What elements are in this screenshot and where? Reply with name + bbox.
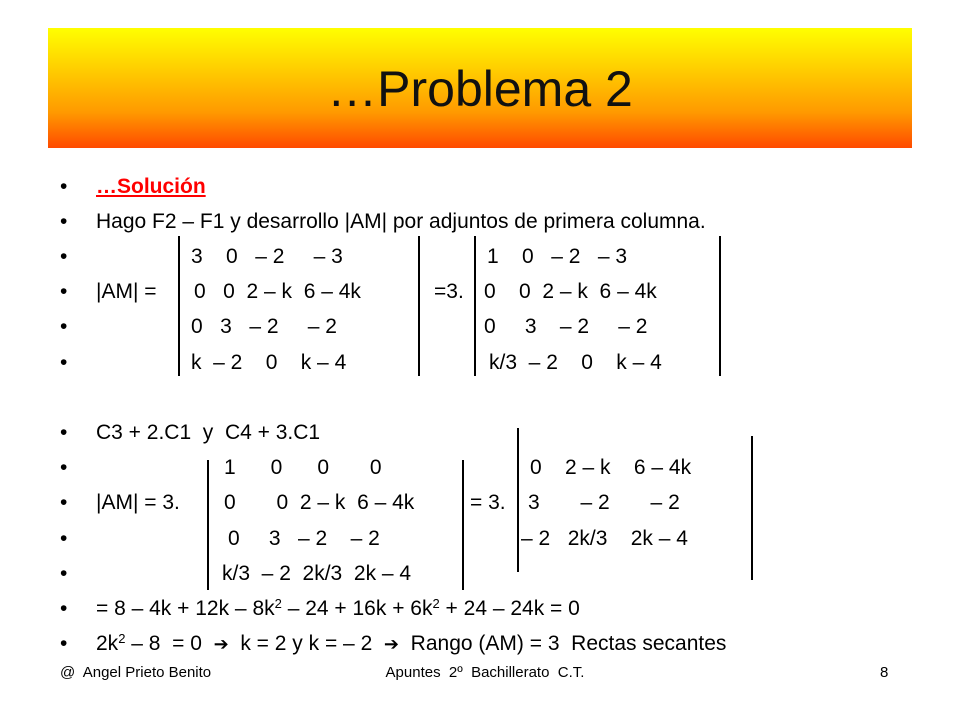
matrix3-row3: 0 3 – 2 – 2 <box>228 527 380 550</box>
matrix3-row1: 1 0 0 0 <box>224 456 382 479</box>
matrix3-row4: k/3 – 2 2k/3 2k – 4 <box>222 562 412 585</box>
bullet: • <box>60 456 68 479</box>
matrix1-row1: 3 0 – 2 – 3 <box>191 245 343 268</box>
matrix3-prefix: |AM| = 3. <box>96 491 180 514</box>
column-operations-text: C3 + 2.C1 y C4 + 3.C1 <box>96 421 321 444</box>
matrix1-row2: 0 0 2 – k 6 – 4k <box>194 280 361 303</box>
expansion-equation: = $8 - 4k + 12k - 8k^2 - 24 + 16k + 6k^2 + 24 - 24k = 0$ <box>96 596 580 620</box>
matrix2-left-bar <box>474 236 476 376</box>
matrix3-row2: 0 0 2 – k 6 – 4k <box>224 491 415 514</box>
bullet: • <box>60 315 68 338</box>
bullet: • <box>60 527 68 550</box>
right-arrow-icon: ➔ <box>213 634 229 654</box>
matrix4-row1: 0 2 – k 6 – 4k <box>530 456 692 479</box>
matrix3-right-bar <box>462 460 464 590</box>
matrix1-equals: =3. <box>434 280 464 303</box>
matrix1-prefix: |AM| = <box>96 280 157 303</box>
bullet: • <box>60 421 68 444</box>
right-arrow-icon: ➔ <box>383 634 400 654</box>
footer-page-number: 8 <box>880 664 889 681</box>
matrix2-row3: 0 3 – 2 – 2 <box>484 315 648 338</box>
solution-heading: …Solución <box>96 175 206 198</box>
matrix3-equals: = 3. <box>470 491 506 514</box>
bullet: • <box>60 280 68 303</box>
matrix1-left-bar <box>178 236 180 376</box>
matrix4-row3: – 2 2k/3 2k – 4 <box>521 527 688 550</box>
bullet: • <box>60 210 68 233</box>
matrix2-row1: 1 0 – 2 – 3 <box>487 245 628 268</box>
matrix1-row3: 0 3 – 2 – 2 <box>191 315 337 338</box>
matrix2-row2: 0 0 2 – k 6 – 4k <box>484 280 657 303</box>
bullet: • <box>60 351 68 374</box>
matrix1-row4: k – 2 0 k – 4 <box>191 351 347 374</box>
footer-course: Apuntes 2º Bachillerato C.T. <box>385 664 585 681</box>
matrix4-row2: 3 – 2 – 2 <box>528 491 680 514</box>
matrix4-left-bar <box>517 428 519 572</box>
matrix2-row4: k/3 – 2 0 k – 4 <box>489 351 662 374</box>
matrix3-left-bar <box>207 460 209 590</box>
bullet: • <box>60 632 68 655</box>
bullet: • <box>60 491 68 514</box>
matrix1-right-bar <box>418 236 420 376</box>
bullet: • <box>60 597 68 620</box>
bullet: • <box>60 562 68 585</box>
instruction-text: Hago F2 – F1 y desarrollo |AM| por adjuntos de primera columna. <box>96 210 706 233</box>
matrix2-right-bar <box>719 236 721 376</box>
conclusion-line: $2k^2 - 8 = 0$ ➔ k = 2 y k = – 2 ➔ Rango (AM) = 3 Rectas secantes <box>96 631 727 655</box>
matrix4-right-bar <box>751 436 753 580</box>
bullet: • <box>60 245 68 268</box>
title-banner <box>48 28 912 148</box>
bullet: • <box>60 175 68 198</box>
footer-author: @ Angel Prieto Benito <box>60 664 212 681</box>
slide-title: …Problema 2 <box>327 61 633 117</box>
